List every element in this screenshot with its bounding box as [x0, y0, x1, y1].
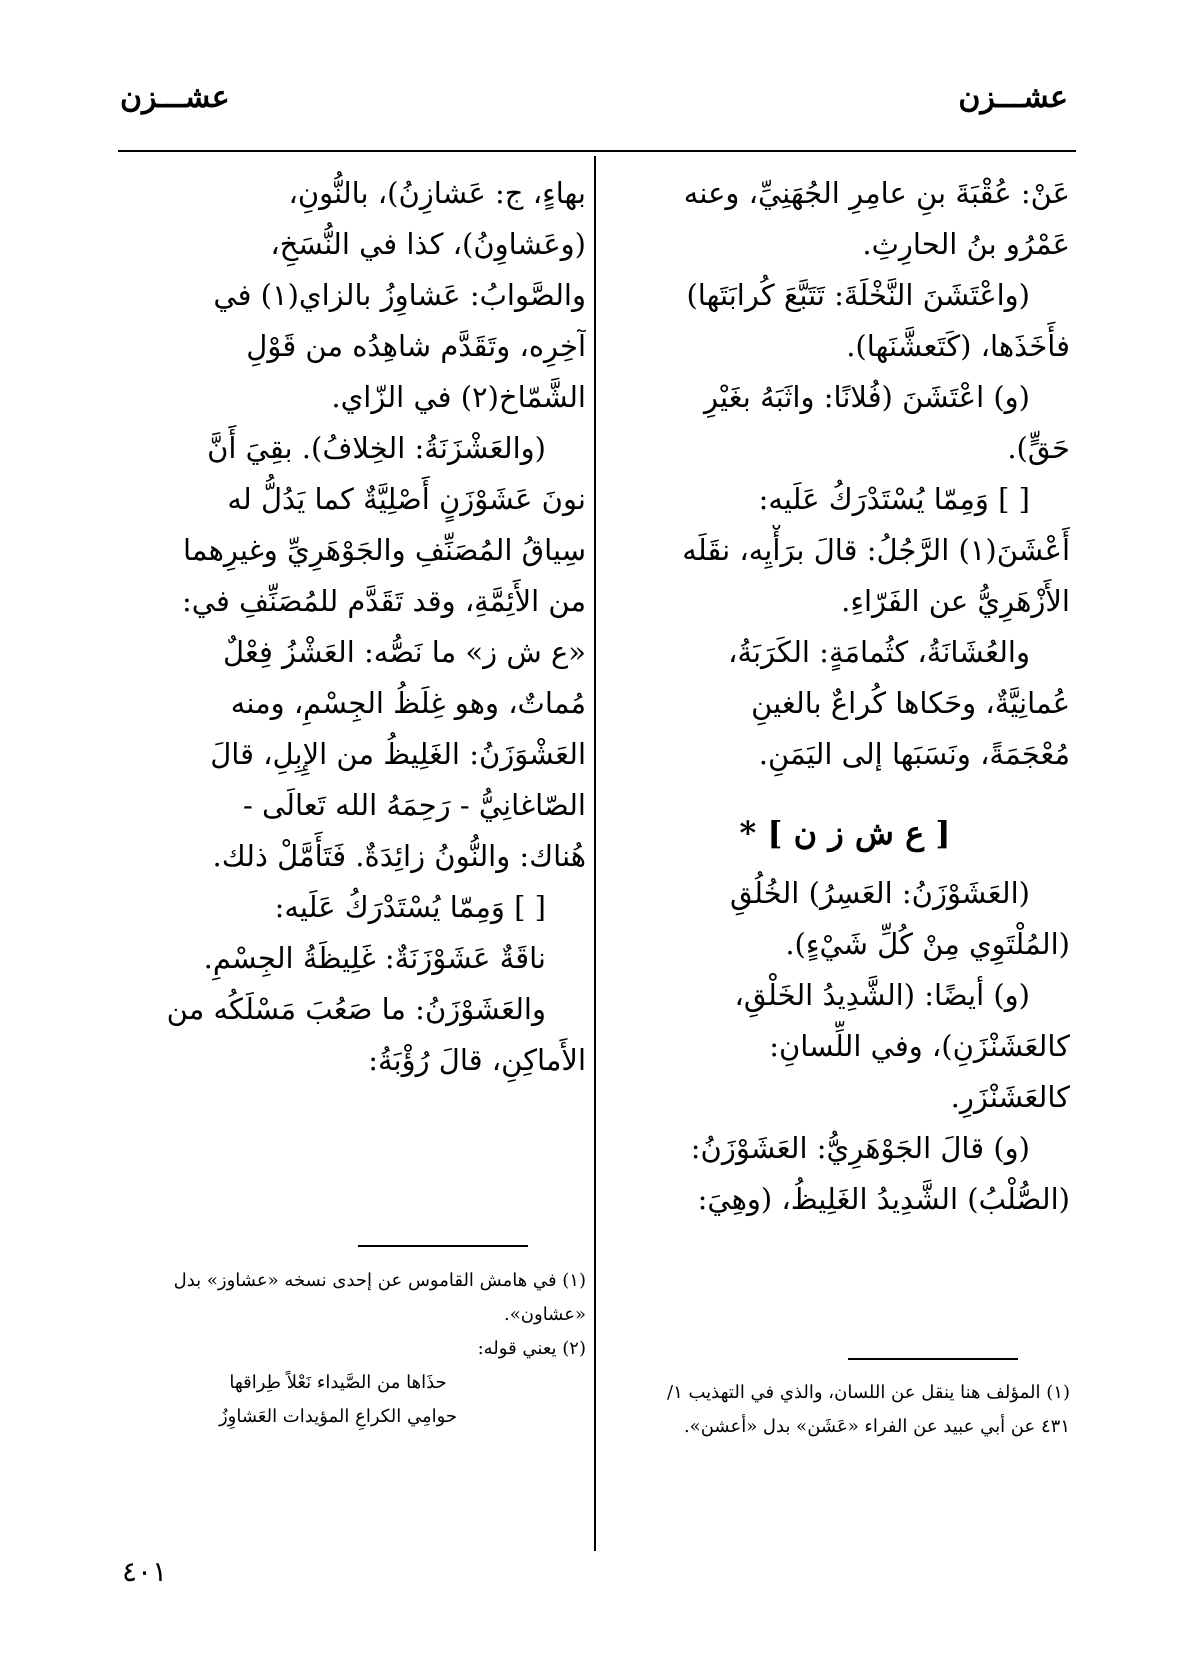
paragraph	[130, 882, 586, 933]
text-line: عَمْرُو بنُ الحارِثِ.	[862, 227, 1070, 261]
paragraph	[620, 270, 1070, 372]
text-line: (والعَشْزَنَةُ: الخِلافُ). بقِيَ أَنَّ	[207, 431, 546, 465]
text-line: (العَشَوْزَنُ: العَسِرُ) الخُلُقِ	[729, 876, 1030, 910]
paragraph	[620, 372, 1070, 474]
paragraph	[620, 868, 1070, 970]
text-line: بهاءٍ، ج: عَشازِنُ)، بالنُّونِ،	[288, 176, 586, 210]
footnotes-left	[130, 1264, 586, 1434]
text-line: (المُلْتَوِي مِنْ كُلِّ شَيْءٍ).	[785, 927, 1070, 961]
paragraph	[620, 1123, 1070, 1225]
text-line: مُماتٌ، وهو غِلَظُ الجِسْمِ، ومنه	[230, 686, 586, 720]
footnote-rule-right	[848, 1358, 1018, 1360]
paragraph	[130, 984, 586, 1086]
text-line: والعَشَوْزَنُ: ما صَعُبَ مَسْلَكُه من	[166, 992, 546, 1026]
text-line: والعُشَانَةُ، كثُمامَةٍ: الكَرَبَةُ،	[728, 635, 1030, 669]
text-line: والصَّوابُ: عَشاوِزُ بالزاي(١) في	[213, 278, 586, 312]
text-line: (وعَشاوِنُ)، كذا في النُّسَخِ،	[270, 227, 586, 261]
footnote-line: (١) في هامش القاموس عن إحدى نسخه «عشاوز» بدل	[173, 1270, 586, 1291]
text-line: العَشْوَزَنُ: الغَلِيظُ من الإِبِلِ، قالَ	[210, 737, 586, 771]
text-line: «ع ش ز» ما نَصُّه: العَشْزُ فِعْلٌ	[223, 635, 586, 669]
text-line: (الصُّلْبُ) الشَّدِيدُ الغَلِيظُ، (وهِيَ:	[697, 1182, 1070, 1216]
text-line: آخِرِه، وتَقَدَّم شاهِدُه من قَوْلِ	[246, 329, 586, 363]
paragraph	[620, 168, 1070, 270]
page-number: ٤٠١	[122, 1555, 168, 1588]
paragraph	[130, 933, 586, 984]
footnote-line: «عشاون».	[504, 1304, 586, 1325]
paragraph	[130, 423, 586, 882]
text-line: (و) اعْتَشَنَ (فُلانًا: واثَبَهُ بغَيْرِ	[704, 380, 1030, 414]
text-line: مُعْجَمَةً، ونَسَبَها إلى اليَمَنِ.	[758, 737, 1070, 771]
text-line: نونَ عَشَوْزَنٍ أَصْلِيَّةٌ كما يَدُلُّ له	[227, 482, 586, 516]
footnote-rule-left	[358, 1245, 528, 1247]
paragraph	[620, 970, 1070, 1123]
text-line: أَعْشَنَ(١) الرَّجُلُ: قالَ برَأْيِه، نقَلَه	[682, 533, 1070, 567]
entry-heading: [ ع ش ز ن ] *	[739, 814, 951, 852]
text-line: عَنْ: عُقْبَةَ بنِ عامِرِ الجُهَنِيِّ، وعنه	[683, 176, 1070, 210]
header-rule	[118, 150, 1076, 152]
text-line: [ ] وَمِمّا يُسْتَدْرَكُ عَلَيه:	[274, 890, 546, 924]
running-header-left: عشـــزن	[120, 80, 230, 115]
footnote-line: (١) المؤلف هنا ينقل عن اللسان، والذي في التهذيب ١/	[667, 1382, 1070, 1403]
text-line: (واعْتَشَنَ النَّخْلَةَ: تَتَبَّعَ كُرابَتَها)	[686, 278, 1030, 312]
text-line: كالعَشَنْزَرِ.	[950, 1080, 1070, 1114]
text-line: عُمانِيَّةٌ، وحَكاها كُراعٌ بالغينِ	[751, 686, 1070, 720]
paragraph	[130, 168, 586, 423]
text-line: من الأَئِمَّةِ، وقد تَقَدَّم للمُصَنِّفِ في:	[182, 584, 586, 618]
left-column	[130, 168, 586, 1086]
text-line: ناقَةٌ عَشَوْزَنَةٌ: غَلِيظَةُ الجِسْمِ.	[203, 941, 546, 975]
text-line: الصّاغانِيُّ - رَحِمَهُ الله تَعالَى -	[242, 788, 586, 822]
text-line: الأَزْهَرِيُّ عن الفَرّاءِ.	[841, 584, 1070, 618]
poem-line: حذَاها من الصَّيداء نَعْلاً طِراقها	[229, 1372, 447, 1393]
text-line: (و) أيضًا: (الشَّدِيدُ الخَلْقِ،	[734, 978, 1030, 1012]
text-line: (و) قالَ الجَوْهَرِيُّ: العَشَوْزَنُ:	[690, 1131, 1030, 1165]
text-line: حَقٍّ).	[1007, 431, 1070, 465]
footnote-line: (٢) يعني قوله:	[477, 1338, 586, 1359]
text-line: هُناك: والنُّونُ زائِدَةٌ. فَتَأَمَّلْ ذلك.	[212, 839, 586, 873]
poem-line: حوامِي الكراعِ المؤيدات العَشاوِزُ	[218, 1406, 458, 1427]
running-header-right: عشـــزن	[958, 80, 1068, 115]
footnotes-right	[620, 1376, 1070, 1444]
right-column	[620, 168, 1070, 1225]
footnote-line: ٤٣١ عن أبي عبيد عن الفراء «عَشَن» بدل «أعشن».	[683, 1416, 1070, 1437]
text-line: الشَّمّاخ(٢) في الزّاي.	[331, 380, 586, 414]
text-line: [ ] وَمِمّا يُسْتَدْرَكُ عَلَيه:	[758, 482, 1030, 516]
paragraph	[620, 525, 1070, 627]
paragraph	[620, 627, 1070, 780]
paragraph	[620, 474, 1070, 525]
text-line: سِياقُ المُصَنِّفِ والجَوْهَرِيِّ وغيرِهما	[182, 533, 586, 567]
text-line: فأَخَذَها، (كَتَعشَّنَها).	[846, 329, 1070, 363]
text-line: الأَماكِنِ، قالَ رُؤْبَةُ:	[368, 1043, 586, 1077]
text-line: كالعَشَنْزَنِ)، وفي اللِّسانِ:	[769, 1029, 1070, 1063]
column-divider	[594, 156, 596, 1551]
